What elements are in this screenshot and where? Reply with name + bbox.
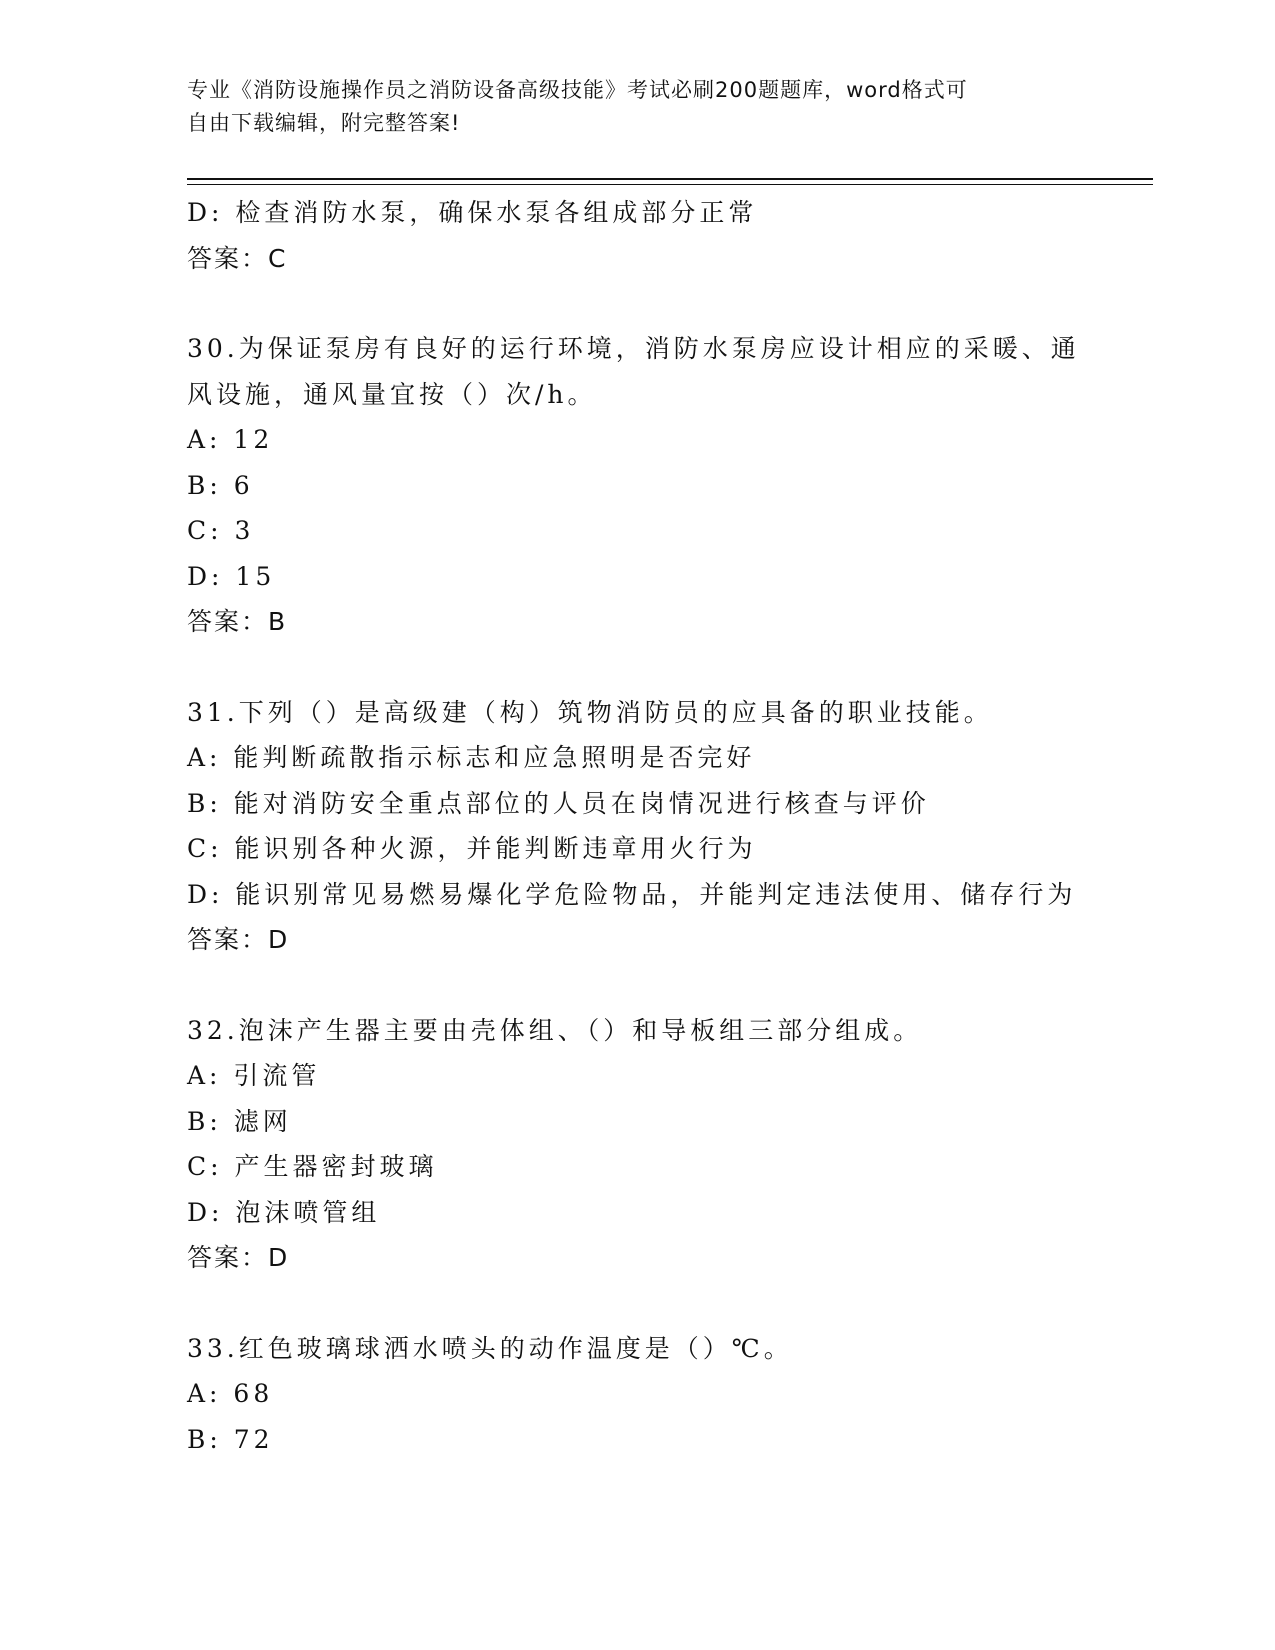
option-d: D: 15: [187, 561, 276, 591]
option-d: D: 泡沫喷管组: [187, 1197, 381, 1227]
option-b: B: 6: [187, 470, 254, 500]
option-a: A: 能判断疏散指示标志和应急照明是否完好: [187, 743, 756, 772]
option-d: D: 检查消防水泵，确保水泵各组成部分正常: [187, 198, 758, 227]
option-d: D: 能识别常见易燃易爆化学危险物品，并能判定违法使用、储存行为: [187, 879, 1077, 909]
header-divider-thick: [187, 178, 1153, 180]
answer-line: 答案：D: [187, 925, 290, 954]
question-32: [187, 1008, 1087, 1281]
option-a: A: 引流管: [187, 1061, 321, 1090]
question-stem: 30.为保证泵房有良好的运行环境，消防水泵房应设计相应的采暖、通: [187, 334, 1080, 363]
question-33: [187, 1326, 1087, 1463]
option-c: C: 产生器密封玻璃: [187, 1152, 438, 1181]
option-c: C: 能识别各种火源，并能判断违章用火行为: [187, 834, 757, 863]
question-30: [187, 326, 1087, 645]
question-stem: 31.下列（）是高级建（构）筑物消防员的应具备的职业技能。: [187, 697, 993, 727]
option-a: A: 12: [187, 425, 274, 454]
question-stem: 33.红色玻璃球洒水喷头的动作温度是（）℃。: [187, 1333, 793, 1363]
answer-line: 答案：D: [187, 1243, 290, 1272]
header-divider-thin: [187, 184, 1153, 185]
question-stem-continued: 风设施，通风量宜按（）次/h。: [187, 379, 597, 409]
option-a: A: 68: [187, 1379, 274, 1408]
question-31: [187, 690, 1087, 963]
question-29-fragment: [187, 190, 1087, 281]
document-header: [187, 74, 1067, 140]
header-line-1: 专业《消防设施操作员之消防设备高级技能》考试必刷200题题库，word格式可: [187, 78, 968, 102]
header-line-2: 自由下载编辑，附完整答案!: [187, 111, 461, 135]
question-list: [187, 190, 1087, 1462]
answer-line: 答案：B: [187, 607, 288, 636]
answer-line: 答案：C: [187, 243, 288, 273]
option-b: B: 滤网: [187, 1106, 292, 1136]
option-c: C: 3: [187, 516, 255, 545]
option-b: B: 能对消防安全重点部位的人员在岗情况进行核查与评价: [187, 788, 930, 818]
option-b: B: 72: [187, 1424, 274, 1454]
question-stem: 32.泡沫产生器主要由壳体组、（）和导板组三部分组成。: [187, 1015, 923, 1045]
